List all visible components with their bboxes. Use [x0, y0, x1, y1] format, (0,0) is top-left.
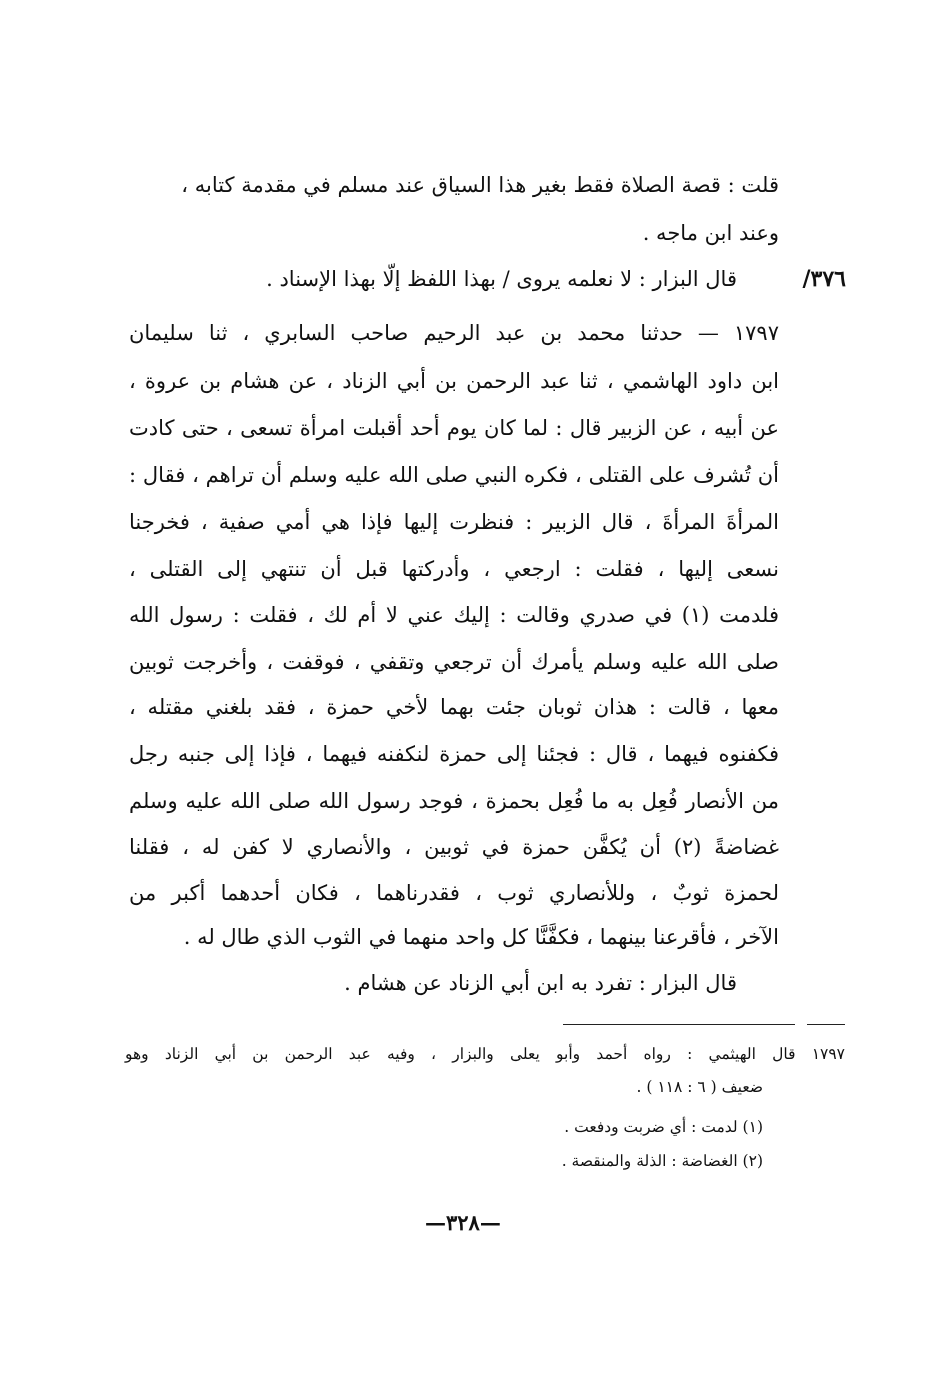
- footnote-1: (١) لدمت : أي ضربت ودفعت .: [564, 1118, 763, 1136]
- hadith-line: أن تُشرف على القتلى ، فكره النبي صلى الله عليه وسلم أن تراهم ، فقال :: [129, 463, 779, 487]
- footnote-separator: [563, 1024, 795, 1025]
- hadith-closing: قال البزار : تفرد به ابن أبي الزناد عن هشام .: [344, 971, 737, 995]
- footnote-main-line-2: ضعيف ( ٦ : ١١٨ ) .: [636, 1078, 763, 1096]
- marginal-reference: ٣٧٦/: [802, 266, 846, 292]
- footnote-main-line-1: ١٧٩٧ قال الهيثمي : رواه أحمد وأبو يعلى والبزار ، وفيه عبد الرحمن بن أبي الزناد وهو: [125, 1045, 845, 1063]
- hadith-line: ١٧٩٧ — حدثنا محمد بن عبد الرحيم صاحب السابري ، ثنا سليمان: [129, 321, 779, 345]
- hadith-line: من الأنصار فُعِل به ما فُعِل بحمزة ، فوجد رسول الله صلى الله عليه وسلم: [129, 789, 779, 813]
- note-line-2: وعند ابن ماجه .: [642, 221, 779, 245]
- hadith-line: فلدمت (١) في صدري وقالت : إليك عني لا أم لك ، فقلت : رسول الله: [129, 603, 779, 627]
- hadith-line: لحمزة ثوبٌ ، وللأنصاري ثوب ، فقدرناهما ، فكان أحدهما أكبر من: [129, 881, 779, 905]
- hadith-line: عن أبيه ، عن الزبير قال : لما كان يوم أحد أقبلت امرأة تسعى ، حتى كادت: [129, 416, 779, 440]
- page-number: —٣٢٨—: [425, 1210, 501, 1235]
- hadith-line: صلى الله عليه وسلم يأمرك أن ترجعي وتقفي ، فوقفت ، وأخرجت ثوبين: [129, 650, 779, 674]
- hadith-line: نسعى إليها ، فقلت : ارجعي ، وأدركتها قبل أن تنتهي إلى القتلى ،: [129, 557, 779, 581]
- hadith-line: فكفنوه فيهما ، قال : فجئنا إلى حمزة لنكفنه فيهما ، فإذا إلى جنبه رجل: [129, 742, 779, 766]
- footnote-2: (٢) الغضاضة : الذلة والمنقصة .: [561, 1152, 763, 1170]
- bazzar-remark: قال البزار : لا نعلمه يروى / بهذا اللفظ إلّا بهذا الإسناد .: [266, 267, 737, 291]
- hadith-line: الآخر ، فأقرعنا بينهما ، فكفَّنَّا كل واحد منهما في الثوب الذي طال له .: [183, 925, 779, 949]
- footnote-separator-short: [807, 1024, 845, 1025]
- hadith-line: ابن داود الهاشمي ، ثنا عبد الرحمن بن أبي الزناد ، عن هشام بن عروة ،: [129, 369, 779, 393]
- hadith-line: المرأةَ المرأةَ ، قال الزبير : فنظرت إليها فإذا هي أمي صفية ، فخرجنا: [129, 510, 779, 534]
- hadith-line: غضاضةً (٢) أن يُكفَّن حمزة في ثوبين ، والأنصاري لا كفن له ، فقلنا: [129, 835, 779, 859]
- hadith-line: معها ، قالت : هذان ثوبان جئت بهما لأخي حمزة ، فقد بلغني مقتله ،: [129, 695, 779, 719]
- note-line-1: قلت : قصة الصلاة فقط بغير هذا السياق عند مسلم في مقدمة كتابه ،: [181, 173, 779, 197]
